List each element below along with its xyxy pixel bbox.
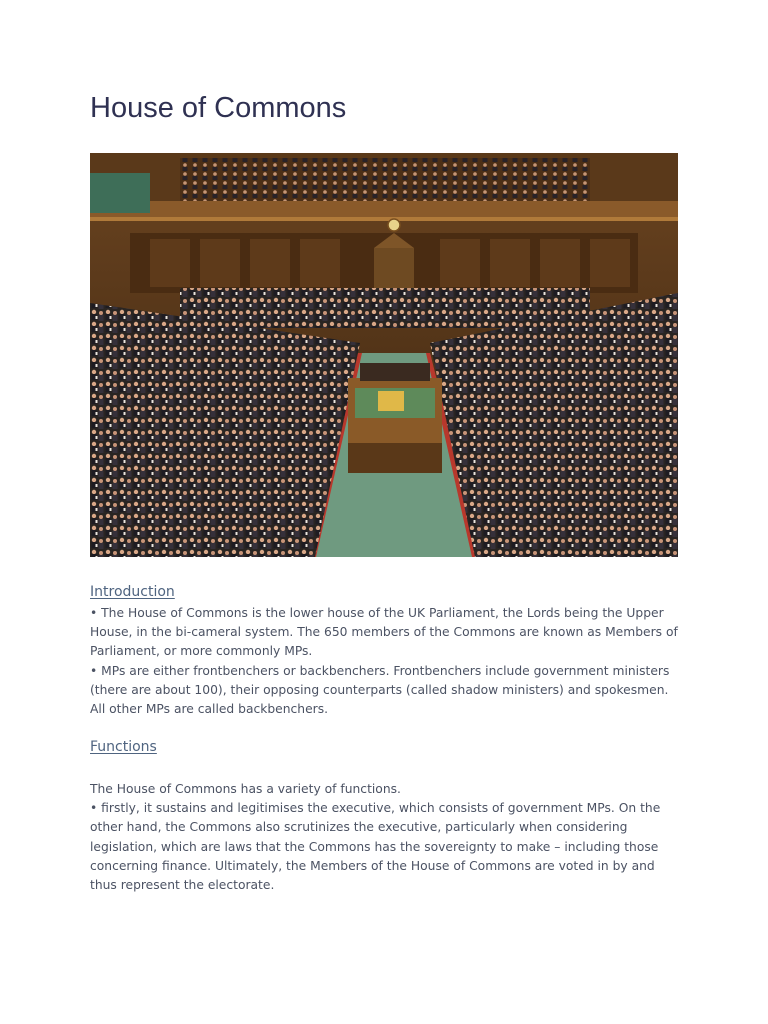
page-title: House of Commons	[90, 92, 347, 124]
functions-heading: Functions	[90, 739, 157, 755]
parliament-chamber-photo	[90, 153, 678, 557]
functions-body	[90, 780, 680, 895]
introduction-paragraph: • MPs are either frontbenchers or backbenchers. Frontbenchers include government ministers (there are about 100), their opposing counterparts (called shadow ministers) and spokesmen. All other MPs are called backbenchers.	[90, 663, 670, 717]
functions-paragraph: • firstly, it sustains and legitimises the executive, which consists of government MPs. On the other hand, the Commons also scrutinizes the executive, particularly when considering legislation, which are laws that the Commons has the sovereignty to make – including those concerning finance. Ultimately, the Members of the House of Commons are voted in by and thus represent the electorate.	[90, 801, 661, 893]
introduction-heading: Introduction	[90, 584, 175, 600]
functions-paragraph: The House of Commons has a variety of functions.	[90, 782, 401, 796]
introduction-body	[90, 604, 680, 719]
introduction-paragraph: • The House of Commons is the lower house of the UK Parliament, the Lords being the Upper House, in the bi-cameral system. The 650 members of the Commons are known as Members of Parliament, or more commonly MPs.	[90, 606, 678, 659]
